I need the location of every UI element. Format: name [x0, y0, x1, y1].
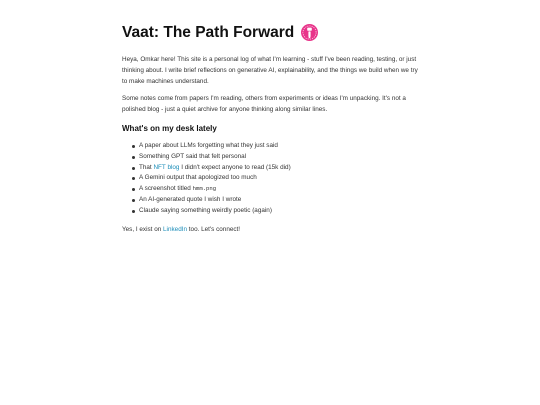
linkedin-link[interactable]: LinkedIn	[163, 226, 188, 233]
pink-sticker-logo-icon	[301, 24, 318, 41]
list-item-suffix: I didn't expect anyone to read (15k did)	[179, 163, 291, 171]
list-item	[122, 184, 420, 195]
list-item-prefix: A screenshot titled	[139, 185, 193, 193]
filename-code: hmm.png	[192, 185, 217, 193]
footer-prefix: Yes, I exist on	[122, 226, 164, 233]
intro-paragraph-2: Some notes come from papers I'm reading, others from experiments or ideas I'm unpacking. It's not a polished blog - just a quiet archive for anyone thinking along similar lines.	[122, 95, 406, 113]
list-item: Claude saying something weirdly poetic (again)	[122, 206, 420, 217]
list-item	[122, 163, 420, 174]
list-item: A paper about LLMs forgetting what they just said	[122, 141, 420, 152]
desk-list	[122, 141, 420, 217]
footer-line	[122, 224, 420, 235]
footer-suffix: too. Let's connect!	[187, 226, 241, 233]
list-item: Something GPT said that felt personal	[122, 152, 420, 163]
desk-heading: What's on my desk lately	[122, 124, 217, 133]
nft-blog-link[interactable]: NFT blog	[153, 163, 180, 171]
intro-paragraph-1: Heya, Omkar here! This site is a personal log of what I'm learning - stuff I've been reading, testing, or just thinking about. I write brief reflections on generative AI, explainability, and the things we build when we try to make machines understand.	[122, 56, 418, 85]
page-title: Vaat: The Path Forward	[122, 24, 295, 41]
title-row	[122, 21, 422, 45]
list-item: An AI-generated quote I wish I wrote	[122, 195, 420, 206]
list-item-prefix: That	[139, 163, 154, 171]
list-item: A Gemini output that apologized too much	[122, 173, 420, 184]
